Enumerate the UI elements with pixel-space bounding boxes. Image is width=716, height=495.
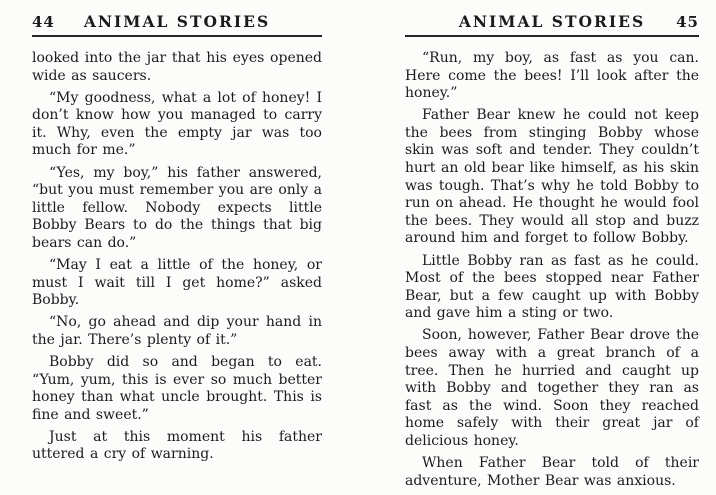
paragraph: Little Bobby ran as fast as he could. Most of the bees stopped near Father Bear, but a few caught up with Bobby and gave him a sting or two. [405,252,699,322]
paragraph: “My goodness, what a lot of honey! I don’t know how you managed to carry it. Why, even the empty jar was too much for me.” [32,89,322,159]
paragraph: Soon, however, Father Bear drove the bees away with a great branch of a tree. Then he hurried and caught up with Bobby and together they ran as fast as the wind. Soon they reached home safely with their great jar of delicious honey. [405,327,699,449]
running-title-right: ANIMAL STORIES [458,12,646,31]
paragraph: “May I eat a little of the honey, or must I wait till I get home?” asked Bobby. [32,257,322,309]
page-body-right [405,50,699,490]
page-left [32,12,322,469]
paragraph: Just at this moment his father uttered a cry of warning. [32,428,322,463]
paragraph: “No, go ahead and dip your hand in the jar. There’s plenty of it.” [32,314,322,348]
page-right-header [405,12,699,31]
paragraph: Father Bear knew he could not keep the bees from stinging Bobby whose skin was soft and tender. They couldn’t hurt an old bear like himself, as his skin was tough. That’s why he told Bobby to run on ahead. He thought he would fool the bees. They would all stop and buzz around him and forget to follow Bobby. [405,107,699,247]
paragraph: “Yes, my boy,” his father answered, “but you must remember you are only a little fellow. Nobody expects little Bobby Bears to do the things that big bears can do.” [32,164,322,251]
paragraph: “Run, my boy, as fast as you can. Here come the bees! I’ll look after the honey.” [405,50,699,102]
paragraph: When Father Bear told of their adventure, Mother Bear was anxious. [405,455,699,489]
header-rule-right [405,35,699,37]
running-title-left: ANIMAL STORIES [83,12,271,31]
page-right [405,12,699,495]
page-number-right: 45 [676,13,699,31]
paragraph: looked into the jar that his eyes opened wide as saucers. [32,50,322,84]
header-rule-left [32,35,322,37]
page-body-left [32,50,322,464]
page-number-left: 44 [32,13,55,31]
paragraph: Bobby did so and began to eat. “Yum, yum, this is ever so much better honey than what uncle brought. This is fine and sweet.” [32,354,322,423]
page-left-header [32,12,322,31]
